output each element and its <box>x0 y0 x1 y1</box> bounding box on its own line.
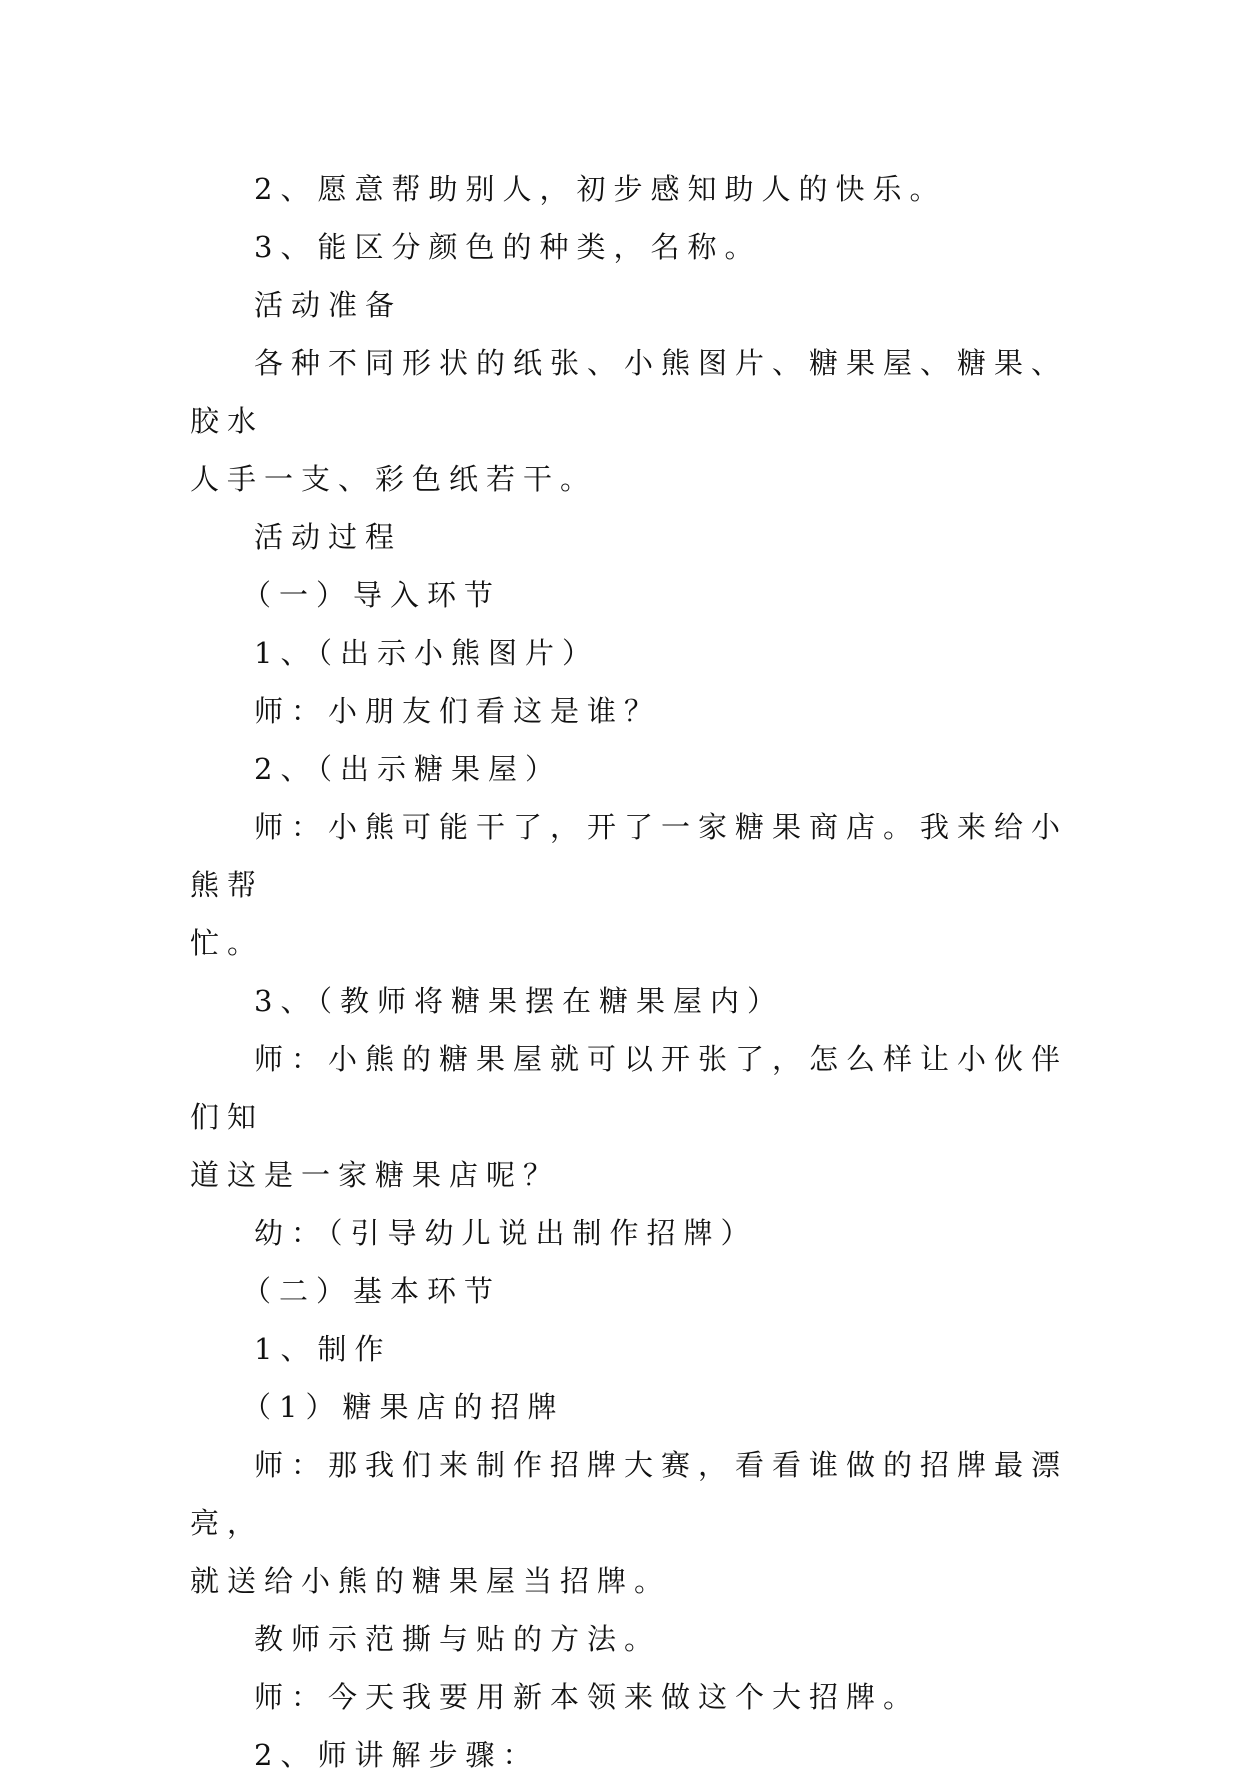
section-heading-process: 活动过程 <box>254 520 403 554</box>
teacher-line: 师：小朋友们看这是谁？ <box>254 694 662 728</box>
section-heading-preparation: 活动准备 <box>254 288 403 322</box>
step-1: 1、（出示小熊图片） <box>254 636 599 670</box>
teacher-line: 师：那我们来制作招牌大赛，看看谁做的招牌最漂亮， <box>190 1448 1069 1540</box>
document-body <box>190 160 1070 1784</box>
teacher-line: 师：小熊的糖果屋就可以开张了，怎么样让小伙伴们知 <box>190 1042 1069 1134</box>
teacher-line-continued: 就送给小熊的糖果屋当招牌。 <box>190 1564 672 1598</box>
teacher-line: 师：小熊可能干了，开了一家糖果商店。我来给小熊帮 <box>190 810 1069 902</box>
teacher-line-continued: 道这是一家糖果店呢？ <box>190 1158 561 1192</box>
preparation-text-continued: 人手一支、彩色纸若干。 <box>190 462 598 496</box>
step-2: 2、（出示糖果屋） <box>254 752 562 786</box>
subsection-heading-intro: （一）导入环节 <box>242 578 502 612</box>
subsection-heading-basic: （二）基本环节 <box>242 1274 502 1308</box>
step-3: 3、（教师将糖果摆在糖果屋内） <box>254 984 784 1018</box>
step-2-explain: 2、师讲解步骤： <box>254 1738 540 1772</box>
preparation-text: 各种不同形状的纸张、小熊图片、糖果屋、糖果、胶水 <box>190 346 1069 438</box>
teacher-line-continued: 忙。 <box>190 926 265 960</box>
demo-line: 教师示范撕与贴的方法。 <box>254 1622 662 1656</box>
objective-line-3: 3、能区分颜色的种类，名称。 <box>254 230 762 264</box>
step-1-make: 1、制作 <box>254 1332 392 1366</box>
substep-signboard: （1）糖果店的招牌 <box>242 1390 565 1424</box>
objective-line-2: 2、愿意帮助别人，初步感知助人的快乐。 <box>254 172 947 206</box>
teacher-line: 师：今天我要用新本领来做这个大招牌。 <box>254 1680 921 1714</box>
child-line: 幼：（引导幼儿说出制作招牌） <box>254 1216 758 1250</box>
